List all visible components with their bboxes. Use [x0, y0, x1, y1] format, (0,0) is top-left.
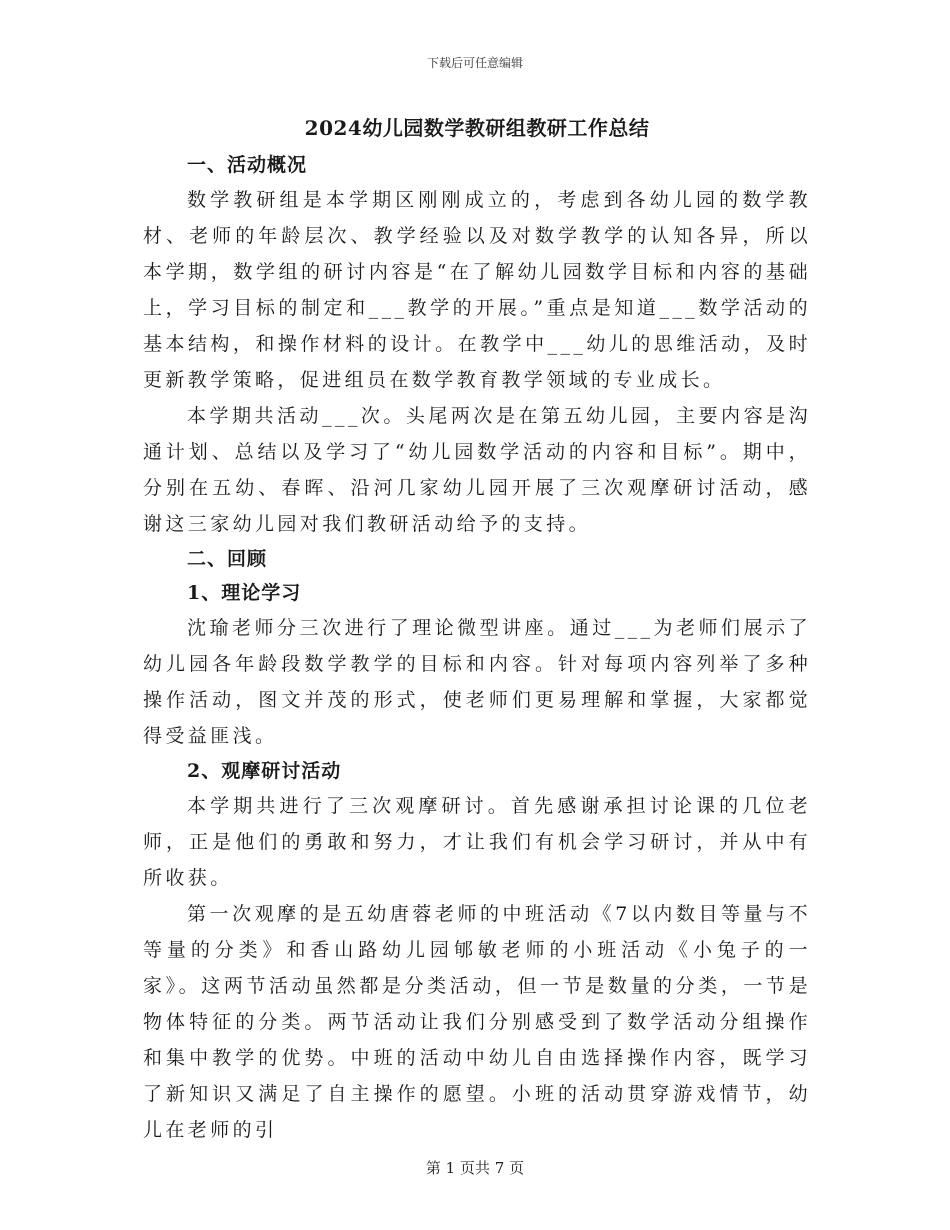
subsection-heading-observation: 2、观摩研讨活动: [187, 760, 342, 782]
paragraph: 本学期共进行了三次观摩研讨。首先感谢承担讨论课的几位老师，正是他们的勇敢和努力，才让我们有机会学习研讨，并从中有所收获。: [143, 795, 811, 889]
section-heading-overview: 一、活动概况: [187, 154, 308, 176]
subsection-heading-theory: 1、理论学习: [187, 582, 302, 604]
page-header-note: 下载后可任意编辑: [426, 56, 523, 70]
paragraph: 沈瑜老师分三次进行了理论微型讲座。通过___为老师们展示了幼儿园各年龄段数学教学的目标和内容。针对每项内容列举了多种操作活动，图文并茂的形式，使老师们更易理解和掌握，大家都觉得受益匪浅。: [143, 617, 811, 747]
section-heading-review: 二、回顾: [187, 548, 268, 570]
document-body: [143, 112, 811, 1148]
paragraph: 本学期共活动___次。头尾两次是在第五幼儿园，主要内容是沟通计划、总结以及学习了“幼儿园数学活动的内容和目标”。期中，分别在五幼、春晖、沿河几家幼儿园开展了三次观摩研讨活动，感谢这三家幼儿园对我们教研活动给予的支持。: [143, 405, 811, 535]
paragraph: 第一次观摩的是五幼唐蓉老师的中班活动《7以内数目等量与不等量的分类》和香山路幼儿园郇敏老师的小班活动《小兔子的一家》。这两节活动虽然都是分类活动，但一节是数量的分类，一节是物体特征的分类。两节活动让我们分别感受到了数学活动分组操作和集中教学的优势。中班的活动中幼儿自由选择操作内容，既学习了新知识又满足了自主操作的愿望。小班的活动贯穿游戏情节，幼儿在老师的引: [143, 903, 811, 1141]
paragraph: 数学教研组是本学期区刚刚成立的，考虑到各幼儿园的数学教材、老师的年龄层次、教学经验以及对数学教学的认知各异，所以本学期，数学组的研讨内容是“在了解幼儿园数学目标和内容的基础上，学习目标的制定和___教学的开展。”重点是知道___数学活动的基本结构，和操作材料的设计。在教学中___幼儿的思维活动，及时更新教学策略，促进组员在数学教育教学领域的专业成长。: [143, 189, 811, 391]
page-number-footer: 第 1 页共 7 页: [425, 1159, 525, 1177]
document-title: 2024幼儿园数学教研组教研工作总结: [304, 116, 650, 140]
